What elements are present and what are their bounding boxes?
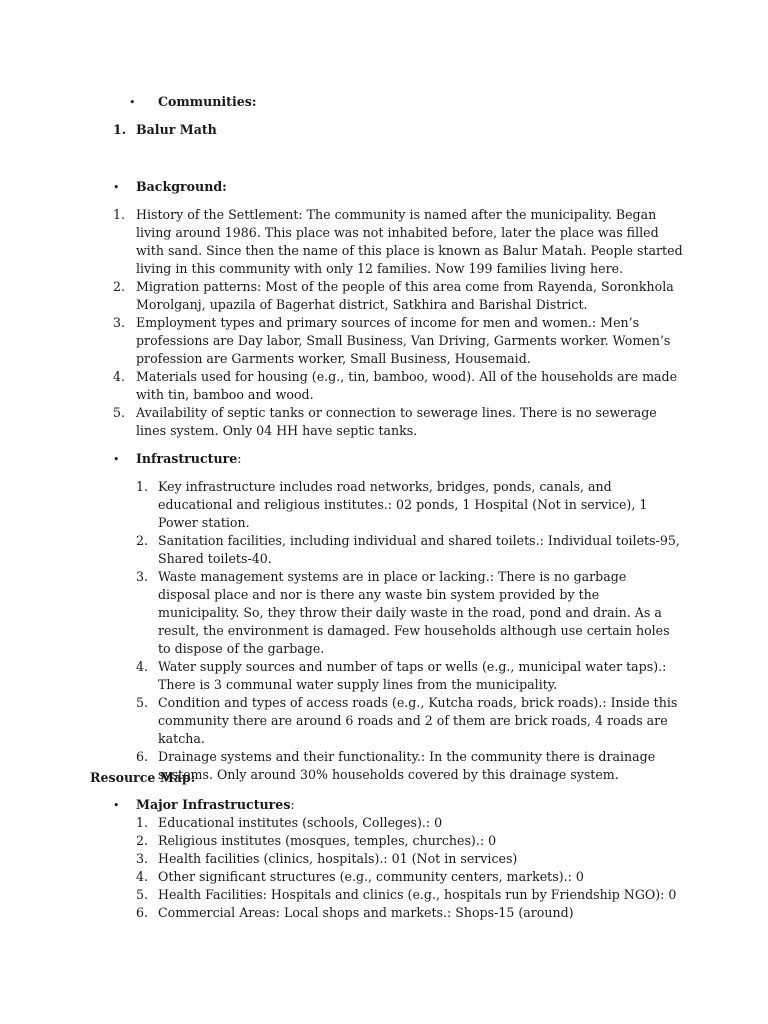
- list-item: [136, 850, 682, 868]
- resource-map-heading: Resource Map:: [90, 770, 196, 785]
- list-item: [136, 814, 682, 832]
- list-number: 5.: [136, 695, 149, 710]
- list-number: 4.: [136, 869, 149, 884]
- list-number: 1.: [113, 207, 126, 222]
- list-number: 1.: [136, 815, 149, 830]
- bullet-icon: •: [113, 799, 120, 812]
- list-item-text: Migration patterns: Most of the people of this area come from Rayenda, Soronkhola Morolganj, upazila of Bagerhat district, Satkhira and Barishal District.: [136, 279, 674, 312]
- list-number: 2.: [136, 833, 149, 848]
- list-number: 3.: [136, 569, 149, 584]
- list-item-text: Commercial Areas: Local shops and markets.: Shops-15 (around): [158, 905, 574, 920]
- list-number: 5.: [113, 405, 126, 420]
- list-item-text: Religious institutes (mosques, temples, churches).: 0: [158, 833, 497, 848]
- list-number: 4.: [113, 369, 126, 384]
- background-list: [113, 206, 683, 440]
- list-number: 6.: [136, 749, 149, 764]
- major-infrastructures-label: Major Infrastructures: [136, 797, 291, 812]
- community-item-name: Balur Math: [136, 122, 217, 137]
- communities-heading-row: [129, 93, 136, 112]
- list-item-text: Other significant structures (e.g., community centers, markets).: 0: [158, 869, 584, 884]
- list-item-text: Condition and types of access roads (e.g., Kutcha roads, brick roads).: Inside this community there are around 6 roads and 2 of them are brick roads, 4 roads are katcha.: [158, 695, 678, 746]
- community-item-number: 1.: [113, 122, 127, 137]
- list-item: [113, 314, 683, 368]
- list-item-text: Health facilities (clinics, hospitals).: 01 (Not in services): [158, 851, 518, 866]
- list-item: [136, 748, 682, 784]
- list-number: 3.: [136, 851, 149, 866]
- list-item: [136, 694, 682, 748]
- list-item: [136, 886, 682, 904]
- list-item-text: Key infrastructure includes road networks, bridges, ponds, canals, and educational and religious institutes.: 02 ponds, 1 Hospital (Not in service), 1 Power station.: [158, 479, 648, 530]
- bullet-icon: •: [113, 453, 120, 466]
- list-item-text: Educational institutes (schools, Colleges).: 0: [158, 815, 443, 830]
- background-bullet: [113, 178, 120, 197]
- list-item: [136, 532, 682, 568]
- major-infrastructures-suffix: :: [290, 797, 295, 812]
- list-item-text: Water supply sources and number of taps or wells (e.g., municipal water taps).: There is 3 communal water supply lines from the municipality.: [158, 659, 667, 692]
- resource-list: [136, 814, 682, 922]
- major-infrastructures-heading: [136, 796, 295, 814]
- infrastructure-list: [136, 478, 682, 784]
- list-number: 6.: [136, 905, 149, 920]
- list-number: 4.: [136, 659, 149, 674]
- infrastructure-bullet: [113, 450, 120, 469]
- list-item-text: Sanitation facilities, including individual and shared toilets.: Individual toilets-95, Shared toilets-40.: [158, 533, 680, 566]
- list-item-text: Employment types and primary sources of income for men and women.: Men’s professions are Day labor, Small Business, Van Driving, Garments worker. Women’s profession are Garments worker, Small Business, Housemaid.: [136, 315, 671, 366]
- major-infrastructures-bullet: [113, 796, 120, 815]
- communities-heading: Communities:: [158, 94, 257, 109]
- bullet-icon: •: [129, 96, 136, 109]
- list-item: [136, 568, 682, 658]
- list-item: [113, 206, 683, 278]
- list-item: [136, 478, 682, 532]
- background-heading: Background:: [136, 179, 227, 194]
- list-number: 2.: [136, 533, 149, 548]
- bullet-icon: •: [113, 181, 120, 194]
- infrastructure-heading-suffix: :: [237, 451, 242, 466]
- list-number: 3.: [113, 315, 126, 330]
- list-item: [113, 278, 683, 314]
- list-item: [113, 404, 683, 440]
- infrastructure-heading-label: Infrastructure: [136, 451, 238, 466]
- list-item: [136, 658, 682, 694]
- list-item-text: Health Facilities: Hospitals and clinics (e.g., hospitals run by Friendship NGO): 0: [158, 887, 677, 902]
- list-item: [136, 832, 682, 850]
- list-number: 5.: [136, 887, 149, 902]
- list-item: [136, 868, 682, 886]
- list-number: 1.: [136, 479, 149, 494]
- list-item: [113, 368, 683, 404]
- list-item: [136, 904, 682, 922]
- infrastructure-heading: [136, 450, 242, 468]
- list-item-text: Availability of septic tanks or connection to sewerage lines. There is no sewerage lines system. Only 04 HH have septic tanks.: [136, 405, 657, 438]
- list-item-text: Materials used for housing (e.g., tin, bamboo, wood). All of the households are made with tin, bamboo and wood.: [136, 369, 678, 402]
- list-number: 2.: [113, 279, 126, 294]
- list-item-text: Drainage systems and their functionality.: In the community there is drainage systems. Only around 30% households covered by this drainage system.: [158, 749, 656, 782]
- list-item-text: History of the Settlement: The community is named after the municipality. Began living around 1986. This place was not inhabited before, later the place was filled with sand. Since then the name of this place is known as Balur Matah. People started living in this community with only 12 families. Now 199 families living here.: [136, 207, 683, 276]
- list-item-text: Waste management systems are in place or lacking.: There is no garbage disposal place and nor is there any waste bin system provided by the municipality. So, they throw their daily waste in the road, pond and drain. As a result, the environment is damaged. Few households although use certain holes to dispose of the garbage.: [158, 569, 670, 656]
